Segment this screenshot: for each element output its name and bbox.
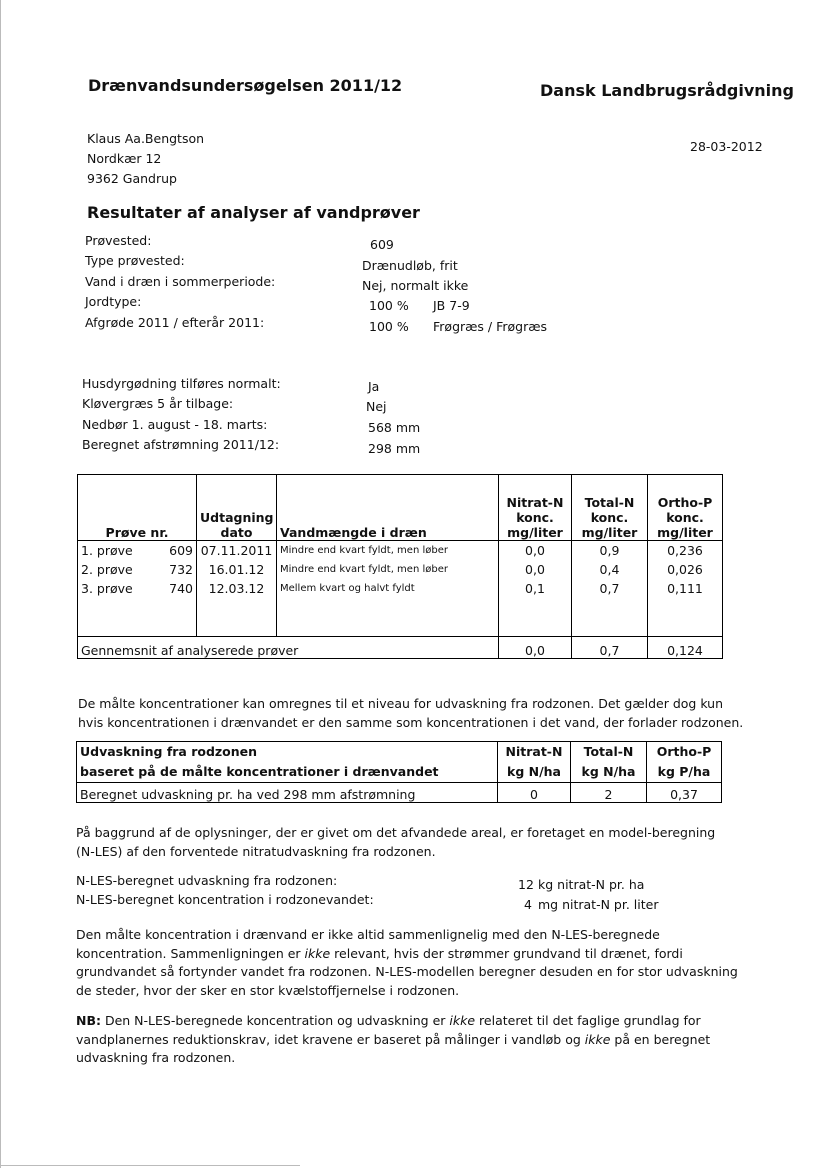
info-value: Ja xyxy=(368,379,380,394)
table-row xyxy=(81,560,193,579)
row-date: 16.01.12 xyxy=(208,562,265,577)
info-label: Jordtype: xyxy=(85,294,142,309)
leaching-total-line1: Total-N xyxy=(583,744,634,759)
header-date xyxy=(197,475,277,541)
nitrat-cell xyxy=(499,541,572,637)
paragraph-conversion: De målte koncentrationer kan omregnes til et niveau for udvaskning fra rodzonen. Det gælder dog kun hvis koncentrationen i drænvandet er den samme som koncentrationen i det vand, der forlader rodzonen. xyxy=(78,696,744,730)
nb-text-b: relateret til det faglige grundlag for vandplanernes reduktionskrav, idet kravene er baseret på målinger i vandløb og xyxy=(76,1013,701,1047)
paragraph-comparison xyxy=(76,926,752,1000)
header-total-line2: konc. xyxy=(590,510,629,525)
leaching-title-line1: Udvaskning fra rodzonen xyxy=(80,744,258,759)
nles-unit: kg nitrat-N pr. ha xyxy=(538,877,645,892)
info-percent: 100 % xyxy=(369,298,409,313)
header-sample: Prøve nr. xyxy=(78,475,197,541)
bottom-edge xyxy=(0,1165,300,1166)
row-nitrat: 0,1 xyxy=(525,581,545,596)
table-row xyxy=(81,579,193,598)
row-label: 2. prøve xyxy=(81,562,133,577)
row-amount: Mindre end kvart fyldt, men løber xyxy=(280,564,448,575)
section-title: Resultater af analyser af vandprøver xyxy=(87,203,420,222)
info-value: Nej xyxy=(366,399,387,414)
nles-label: N-LES-beregnet koncentration i rodzonevandet: xyxy=(76,892,374,907)
header-ortho-line2: konc. xyxy=(666,510,704,525)
row-ortho: 0,111 xyxy=(667,581,703,596)
nb-text-a: Den N-LES-beregnede koncentration og udvaskning er xyxy=(101,1013,450,1028)
leaching-nitrat-line1: Nitrat-N xyxy=(505,744,563,759)
row-total: 0,7 xyxy=(599,581,620,596)
leaching-ortho-line2: kg P/ha xyxy=(657,764,711,779)
average-row xyxy=(78,637,723,659)
row-nitrat: 0,0 xyxy=(525,543,545,558)
table-header-row xyxy=(78,475,723,541)
paragraph-model: På baggrund af de oplysninger, der er givet om det afvandede areal, er foretaget en model-beregning (N-LES) af den forventede nitratudvaskning fra rodzonen. xyxy=(76,825,716,859)
info-label: Afgrøde 2011 / efterår 2011: xyxy=(85,315,265,330)
row-ortho: 0,236 xyxy=(667,543,703,558)
header-ortho xyxy=(648,475,723,541)
header-nitrat xyxy=(499,475,572,541)
nles-unit: mg nitrat-N pr. liter xyxy=(538,897,659,912)
leaching-title-line2: baseret på de målte koncentrationer i drænvandet xyxy=(80,764,439,779)
row-date: 12.03.12 xyxy=(208,581,265,596)
organization-name: Dansk Landbrugsrådgivning xyxy=(540,81,794,100)
info-value: 298 mm xyxy=(368,441,421,456)
header-total xyxy=(572,475,648,541)
header-total-line1: Total-N xyxy=(584,495,635,510)
info-label: Beregnet afstrømning 2011/12: xyxy=(82,437,280,452)
address-name: Klaus Aa.Bengtson xyxy=(87,131,205,146)
average-nitrat: 0,0 xyxy=(499,637,572,659)
header-date-line2: dato xyxy=(220,525,253,540)
leaching-total-line2: kg N/ha xyxy=(581,764,636,779)
info-percent: 100 % xyxy=(369,319,409,334)
paragraph-nb xyxy=(76,1012,740,1068)
info-label: Prøvested: xyxy=(85,233,152,248)
row-total: 0,4 xyxy=(599,562,620,577)
info-value: 568 mm xyxy=(368,420,421,435)
leaching-table xyxy=(76,741,722,803)
info-label: Husdyrgødning tilføres normalt: xyxy=(82,376,281,391)
info-label: Kløvergræs 5 år tilbage: xyxy=(82,396,234,411)
document-title: Drænvandsundersøgelsen 2011/12 xyxy=(88,76,403,95)
row-amount: Mellem kvart og halvt fyldt xyxy=(280,583,415,594)
header-ortho-line1: Ortho-P xyxy=(657,495,713,510)
info-value: Frøgræs / Frøgræs xyxy=(433,319,548,334)
table-body xyxy=(78,541,723,637)
nles-number: 12 xyxy=(518,877,534,892)
row-ortho: 0,026 xyxy=(667,562,703,577)
info-value: 609 xyxy=(370,237,394,252)
info-value: Drænudløb, frit xyxy=(362,258,458,273)
nb-emphasis-2: ikke xyxy=(584,1031,611,1047)
document-date: 28-03-2012 xyxy=(690,139,763,154)
nb-label: NB: xyxy=(76,1013,101,1028)
leaching-nitrat-line2: kg N/ha xyxy=(507,764,561,779)
average-label: Gennemsnit af analyserede prøver xyxy=(78,637,499,659)
results-table xyxy=(77,474,723,659)
header-amount: Vandmængde i dræn xyxy=(277,475,499,541)
address-city: 9362 Gandrup xyxy=(87,171,177,186)
info-label: Type prøvested: xyxy=(85,253,185,268)
leaching-row xyxy=(77,783,722,803)
header-nitrat-line3: mg/liter xyxy=(507,525,563,540)
leaching-header-ortho xyxy=(647,742,722,783)
ortho-cell xyxy=(648,541,723,637)
leaching-row-nitrat: 0 xyxy=(498,783,571,803)
nb-emphasis-1: ikke xyxy=(449,1013,476,1028)
info-value: JB 7-9 xyxy=(433,298,470,313)
leaching-title xyxy=(77,742,498,783)
average-total: 0,7 xyxy=(572,637,648,659)
leaching-row-label: Beregnet udvaskning pr. ha ved 298 mm afstrømning xyxy=(77,783,498,803)
leaching-row-total: 2 xyxy=(571,783,647,803)
row-nr: 732 xyxy=(169,562,193,577)
row-amount: Mindre end kvart fyldt, men løber xyxy=(280,545,448,556)
leaching-ortho-line1: Ortho-P xyxy=(656,744,712,759)
row-nr: 609 xyxy=(169,543,193,558)
page-edge xyxy=(0,0,1,1168)
row-label: 1. prøve xyxy=(81,543,133,558)
comparison-text-b: relevant, hvis der strømmer grundvand til drænet, fordi grundvandet så fortynder vandet fra rodzonen. N-LES-modellen beregner desuden en for stor udvaskning de steder, hvor der sker en stor kvælstoffjernelse i rodzonen. xyxy=(76,945,738,998)
table-row xyxy=(81,541,193,560)
amount-cell xyxy=(277,541,499,637)
sample-cell xyxy=(78,541,197,637)
info-label: Vand i dræn i sommerperiode: xyxy=(85,274,276,289)
header-total-line3: mg/liter xyxy=(581,525,638,540)
row-date: 07.11.2011 xyxy=(200,543,273,558)
row-label: 3. prøve xyxy=(81,581,133,596)
info-label: Nedbør 1. august - 18. marts: xyxy=(82,417,268,432)
row-nitrat: 0,0 xyxy=(525,562,545,577)
nles-number: 4 xyxy=(524,897,532,912)
nb-text-c: på en beregnet udvaskning fra rodzonen. xyxy=(76,1031,711,1065)
header-nitrat-line1: Nitrat-N xyxy=(506,495,564,510)
comparison-text-a: Den målte koncentration i drænvand er ikke altid sammenlignelig med den N-LES-beregnede koncentration. Sammenligningen er xyxy=(76,927,660,961)
leaching-header-total xyxy=(571,742,647,783)
leaching-header-nitrat xyxy=(498,742,571,783)
row-nr: 740 xyxy=(169,581,193,596)
leaching-row-ortho: 0,37 xyxy=(647,783,722,803)
leaching-header-row xyxy=(77,742,722,783)
header-date-line1: Udtagning xyxy=(200,510,274,525)
header-ortho-line3: mg/liter xyxy=(657,525,713,540)
average-ortho: 0,124 xyxy=(648,637,723,659)
nles-label: N-LES-beregnet udvaskning fra rodzonen: xyxy=(76,873,338,888)
address-street: Nordkær 12 xyxy=(87,151,162,166)
info-value: Nej, normalt ikke xyxy=(362,278,469,293)
date-cell xyxy=(197,541,277,637)
row-total: 0,9 xyxy=(599,543,620,558)
comparison-emphasis: ikke xyxy=(304,945,331,961)
header-nitrat-line2: konc. xyxy=(516,510,554,525)
total-cell xyxy=(572,541,648,637)
